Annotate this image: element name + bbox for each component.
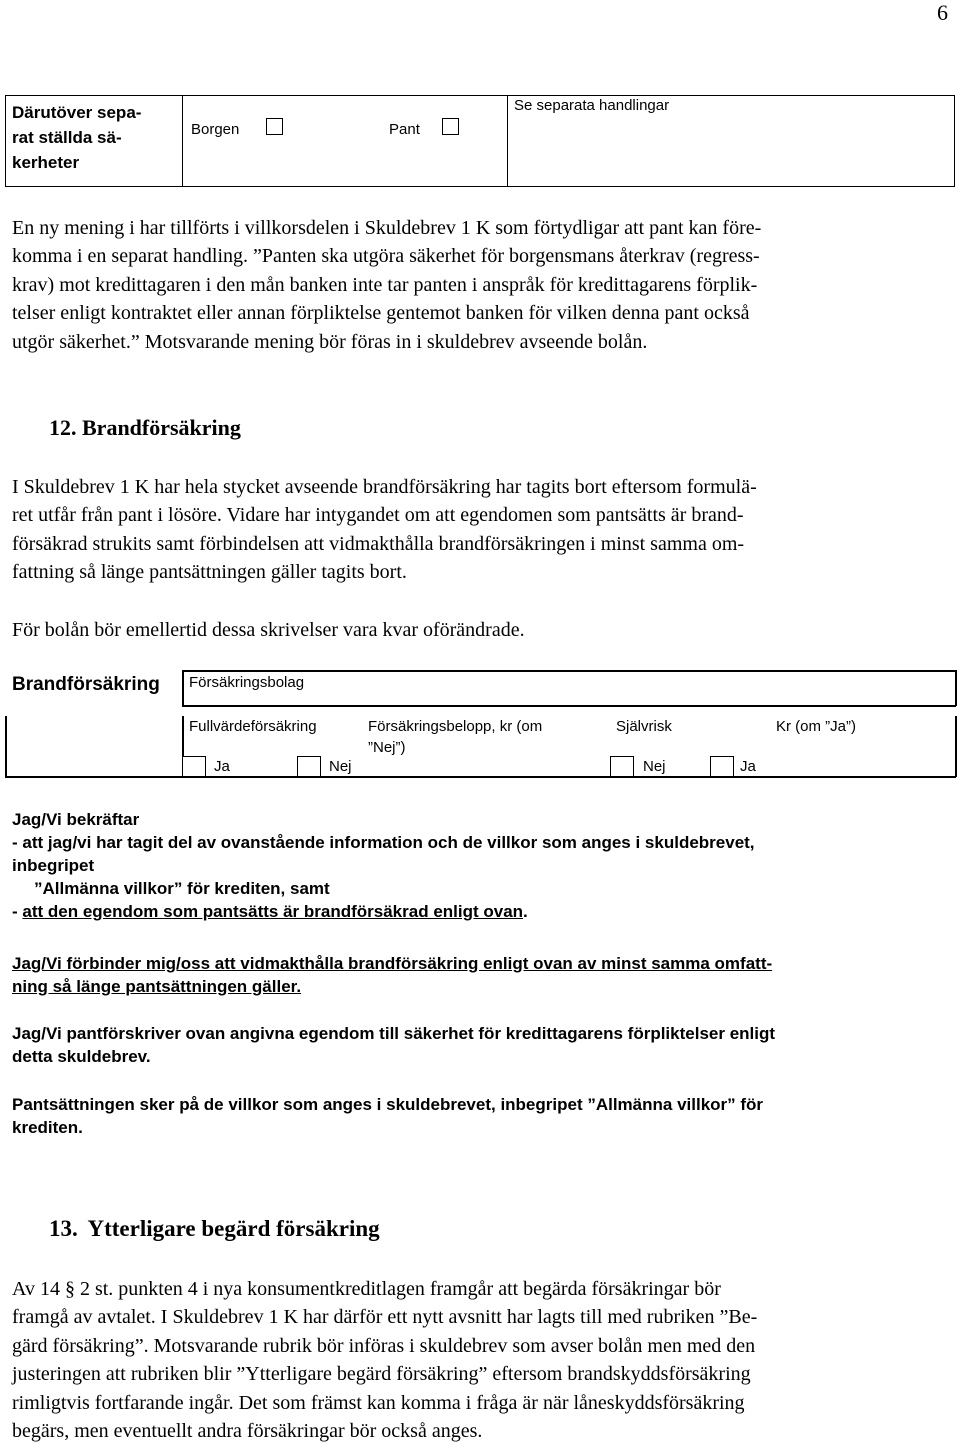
full-value-insurance-label: Fullvärdeförsäkring (189, 718, 317, 735)
paragraph-additional-insurance: Av 14 § 2 st. punkten 4 i nya konsumentkreditlagen framgår att begärda försäkringar bör framgå av avtalet. I Skuldebrev 1 K har därför ett nytt avsnitt har lagts till med rubriken ”Be- gärd försäkring”. Motsvarande rubrik bör införas i skuldebrev som avser bolån men med den justeringen att rubriken blir ”Ytterligare begärd försäkring” eftersom brandskyddsförsäkring rimligtvis fortfarande ingår. Det som främst kan komma i fråga är när låneskyddsförsäkring begärs, men eventuellt andra försäkringar bör också anges. (12, 1278, 758, 1443)
table-divider (182, 96, 183, 186)
insurer-label: Försäkringsbolag (189, 674, 305, 691)
full-value-no-checkbox[interactable] (297, 756, 321, 777)
full-value-yes-checkbox[interactable] (182, 756, 206, 777)
section-12-heading: 12. Brandförsäkring (49, 415, 241, 440)
paragraph-pledge-clause: En ny mening i har tillförts i villkorsdelen i Skuldebrev 1 K som förtydligar att pant kan före- komma i en separat handling. ”Panten ska utgöra säkerhet för borgensmans återkrav (regress- krav) mot kredittagaren i den mån banken inte tar panten i anspråk för kredittagarens förplik- telser enligt kontraktet eller annan förpliktelse gentemot banken för vilken denna pant också utgör säkerhet.” Motsvarande mening bör föras in i skuldebrev avseende bolån. (12, 217, 762, 353)
deductible-yes-label: Ja (740, 758, 756, 775)
table-divider (182, 705, 956, 707)
table-divider (5, 776, 956, 778)
table-divider (182, 670, 184, 706)
borgen-checkbox[interactable] (266, 118, 283, 135)
deductible-no-label: Nej (643, 758, 666, 775)
borgen-label: Borgen (191, 121, 240, 138)
insured-amount-label: Försäkringsbelopp, kr (om ”Nej”) (368, 718, 543, 756)
full-value-no-label: Nej (329, 758, 352, 775)
deductible-yes-checkbox[interactable] (710, 756, 734, 777)
confirmation-title: Jag/Vi bekräftar (12, 810, 140, 829)
confirmation-block: Jag/Vi bekräftar - att jag/vi har tagit del av ovanstående information och de villkor som anges i skuldebrevet, inbegripet ”Allmänna villkor” för krediten, samt - att den egendom som pantsätts är brandförsäkrad enligt ovan. (12, 808, 942, 923)
securities-table (5, 95, 955, 187)
deductible-label: Självrisk (616, 718, 672, 735)
paragraph-fire-insurance: I Skuldebrev 1 K har hela stycket avseende brandförsäkring har tagits bort eftersom formulä- ret utfår från pant i lösöre. Vidare har intygandet om att egendomen som pantsätts är brand- försäkrad strukits samt förbindelsen att vidmakthålla brandförsäkringen i minst samma om- fattning så länge pantsättningen gäller tagits bort. (12, 476, 757, 584)
section-13-heading: 13. Ytterligare begärd försäkring (49, 1216, 380, 1241)
kr-if-yes-label: Kr (om ”Ja”) (776, 718, 856, 735)
table-divider (955, 670, 957, 706)
deductible-no-checkbox[interactable] (610, 756, 634, 777)
table-divider (507, 96, 508, 186)
pledge-statement: Jag/Vi pantförskriver ovan angivna egendom till säkerhet för kredittagarens förpliktelser enligt detta skuldebrev. (12, 1024, 776, 1066)
full-value-yes-label: Ja (214, 758, 230, 775)
fire-insurance-label: Brandförsäkring (12, 674, 160, 695)
pant-label: Pant (389, 121, 420, 138)
securities-label: Därutöver sepa- rat ställda sä- kerheter (12, 103, 142, 172)
paragraph-mortgage-note: För bolån bör emellertid dessa skrivelser vara kvar oförändrade. (12, 619, 525, 641)
pant-checkbox[interactable] (442, 118, 459, 135)
commitment-statement: Jag/Vi förbinder mig/oss att vidmakthålla brandförsäkring enligt ovan av minst samma omfatt- ning så länge pantsättningen gäller. (12, 954, 773, 996)
table-divider (5, 716, 7, 777)
terms-statement: Pantsättningen sker på de villkor som anges i skuldebrevet, inbegripet ”Allmänna villkor” för krediten. (12, 1095, 764, 1137)
table-divider (955, 716, 957, 777)
separate-documents-label: Se separata handlingar (514, 97, 670, 114)
page-number: 6 (937, 0, 948, 25)
